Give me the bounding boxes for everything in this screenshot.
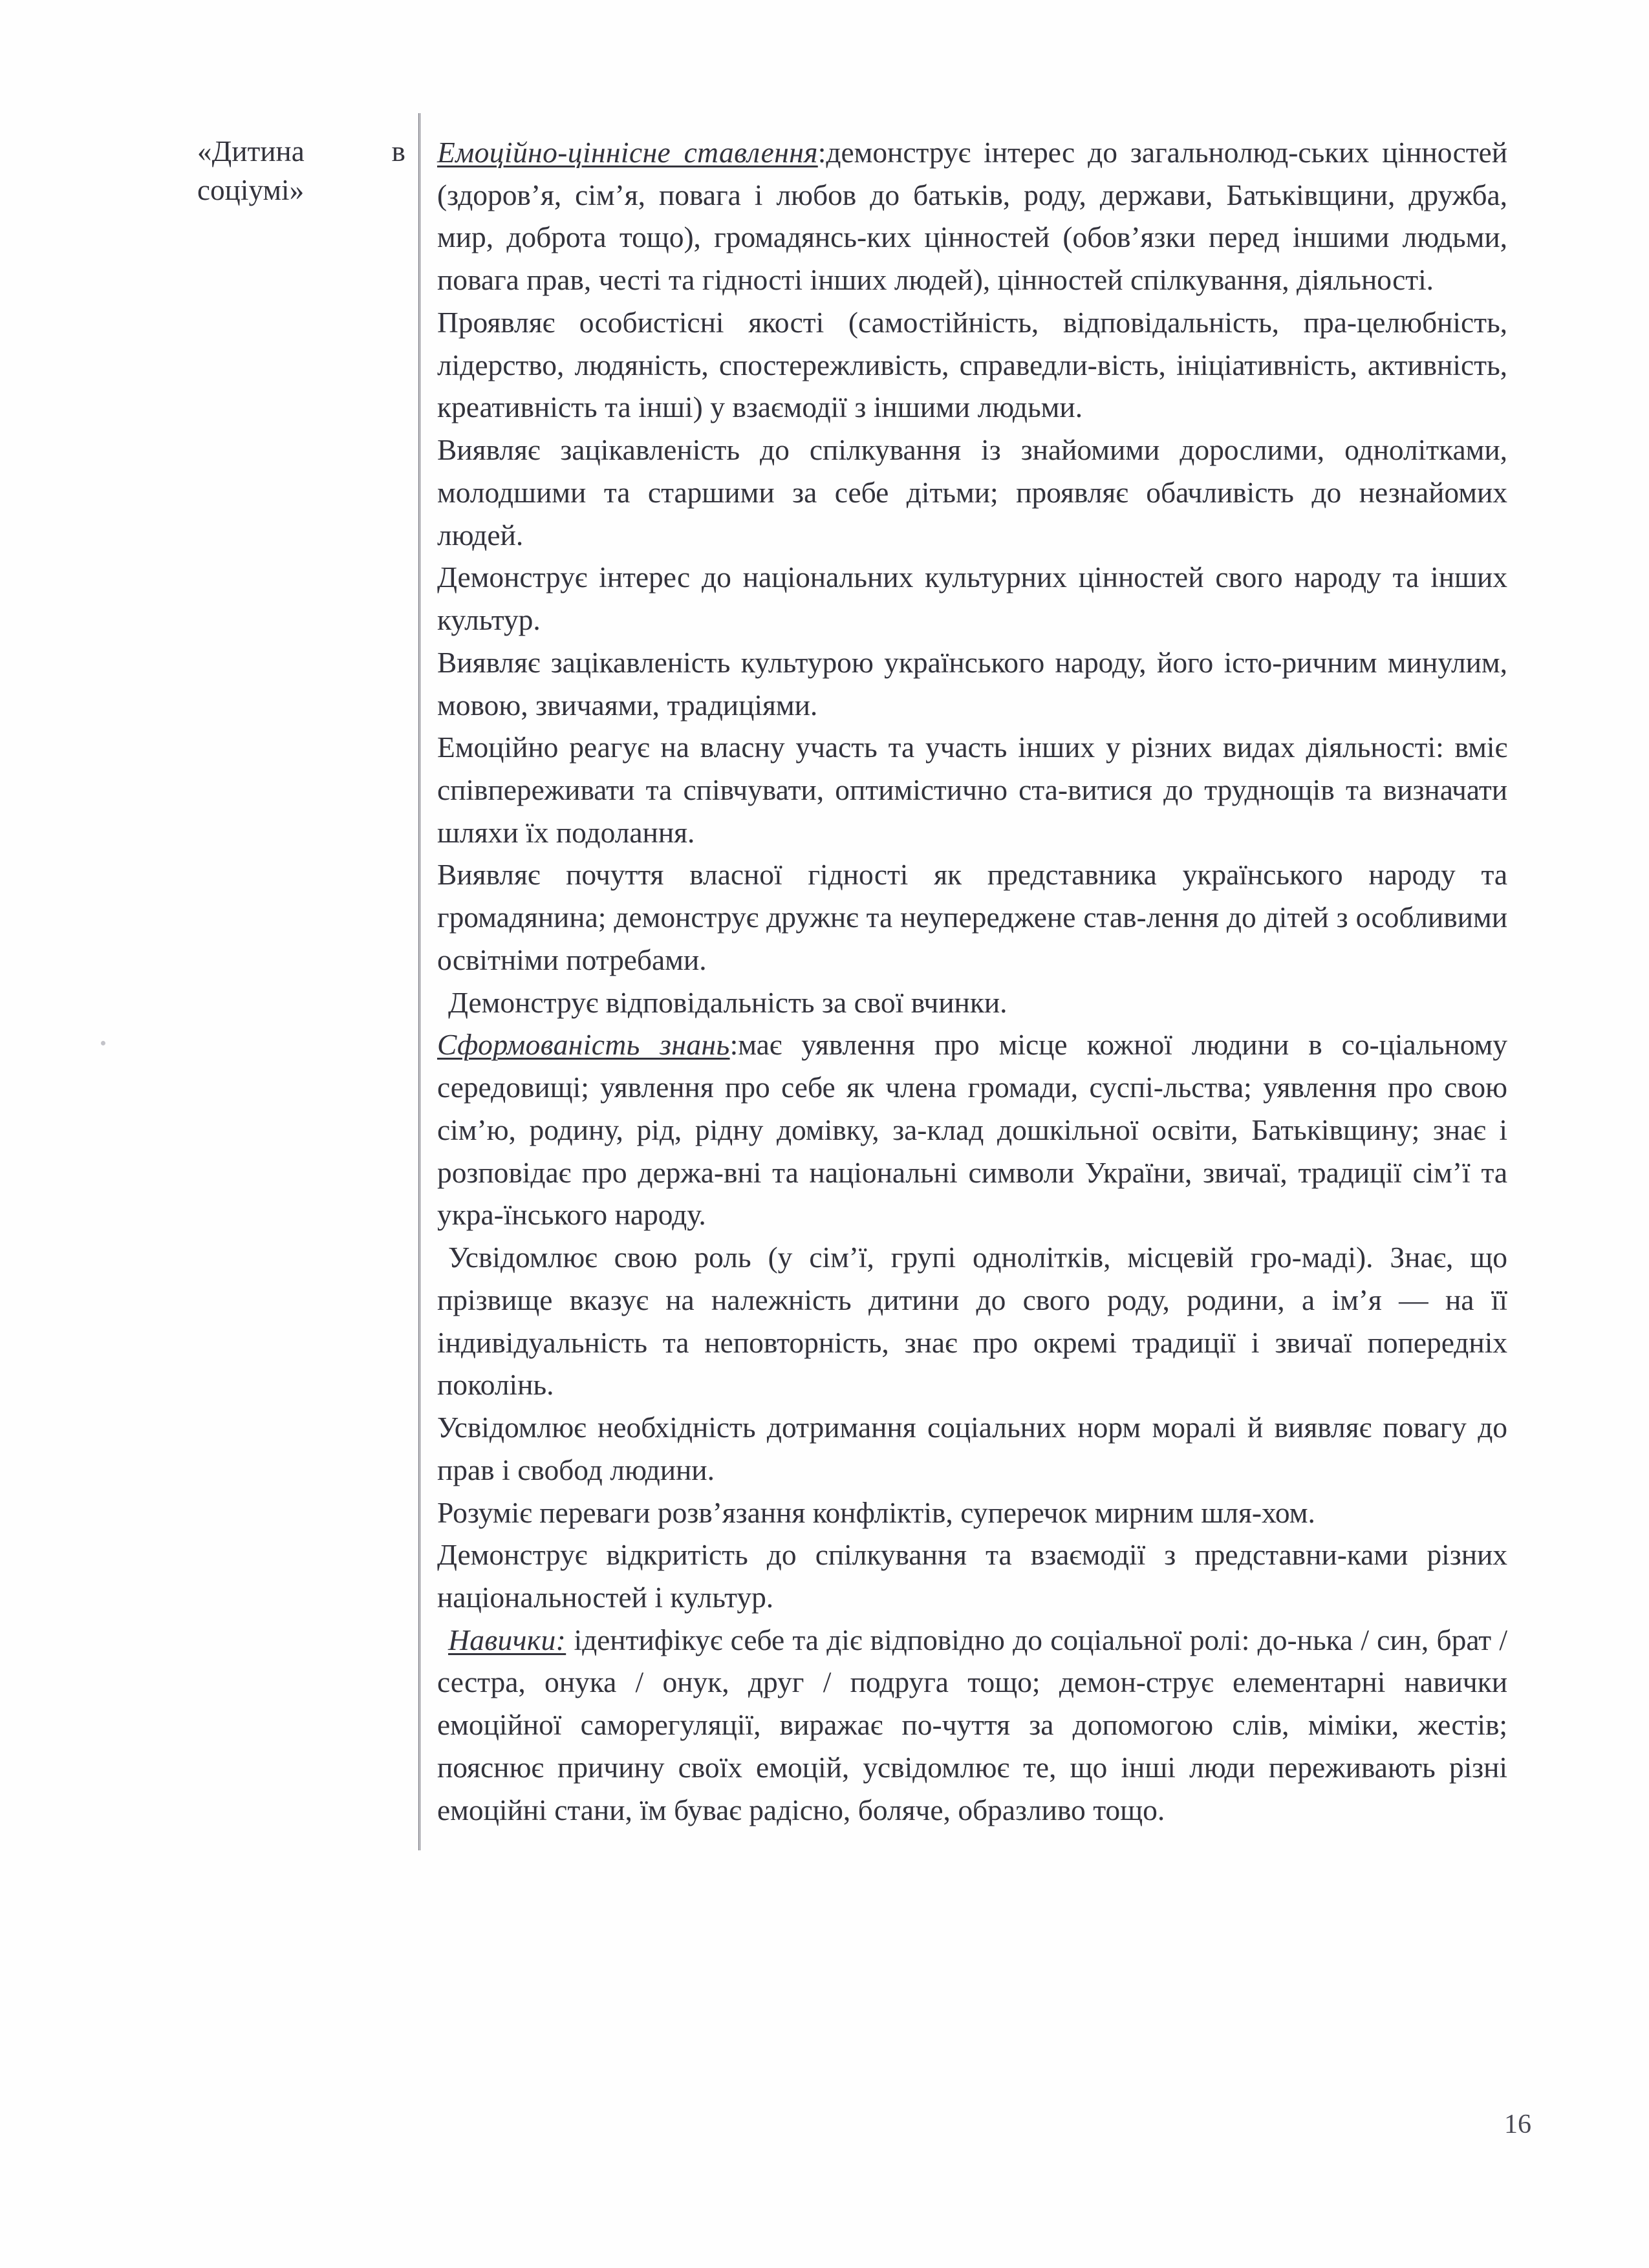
scan-artifact-speck bbox=[101, 1041, 105, 1045]
paragraph-text: має уявлення про місце кожної людини в со-ціальному середовищі; уявлення про себе як члена громади, суспі-льства; уявлення про свою сім’ю, родину, рід, рідну домівку, за-клад дошкільної освіти, Батьківщину; знає і розповідає про держа-вні та національні символи України, звичаї, традиції сім’ї та укра-їнського народу. bbox=[437, 1028, 1507, 1232]
paragraph-text: Усвідомлює необхідність дотримання соціальних норм моралі й виявляє повагу до прав і свобод людини. bbox=[437, 1411, 1507, 1486]
domain-label-text bbox=[197, 133, 405, 210]
table-row bbox=[183, 113, 1523, 1850]
lead-in-knowledge-formation: Сформованість знань bbox=[437, 1028, 730, 1062]
lead-separator-1: : bbox=[729, 1028, 738, 1062]
paragraph-lead-skills bbox=[437, 1619, 1507, 1832]
table-cell-competency-body bbox=[420, 113, 1523, 1850]
lead-in-skills: Навички: bbox=[448, 1623, 566, 1656]
paragraph-lead-knowledge bbox=[437, 1023, 1507, 1236]
paragraph-text: Виявляє зацікавленість до спілкування із знайомими дорослими, однолітками, молодшими та старшими за себе дітьми; проявляє обачливість до незнайомих людей. bbox=[437, 433, 1507, 551]
domain-label-line2: соціумі» bbox=[197, 173, 305, 206]
table-cell-domain-label bbox=[183, 113, 420, 1850]
domain-label-line1-tail: в bbox=[391, 135, 405, 167]
paragraph-text: Емоційно реагує на власну участь та участь інших у різних видах діяльності: вміє співпереживати та співчувати, оптимістично ста-витися до труднощів та визначати шляхи їх подолання. bbox=[437, 731, 1507, 849]
paragraph-text: демонструє інтерес до загальнолюд-ських цінностей (здоров’я, сім’я, повага і любов до батьків, роду, держави, Батьківщини, дружба, мир, доброта тощо), громадянсь-ких цінностей (обов’язки перед іншими людьми, повага прав, честі та гідності інших людей), цінностей спілкування, діяльності. bbox=[437, 136, 1507, 297]
paragraph-text: Виявляє почуття власної гідності як представника українського народу та громадянина; демонструє дружнє та неупереджене став-лення до дітей з особливими освітніми потребами. bbox=[437, 858, 1507, 976]
paragraph-text: Проявляє особистісні якості (самостійність, відповідальність, пра-целюбність, лідерство, людяність, спостережливість, справедли-вість, ініціативність, активність, креативність та інші) у взаємодії з іншими людьми. bbox=[437, 305, 1507, 424]
paragraph-text: Виявляє зацікавленість культурою українського народу, його істо-ричним минулим, мовою, звичаями, традиціями. bbox=[437, 645, 1507, 722]
lead-separator-0: : bbox=[817, 136, 826, 169]
paragraph-text: Розуміє переваги розв’язання конфліктів, суперечок мирним шля-хом. bbox=[437, 1495, 1315, 1529]
domain-label-line1: «Дитина bbox=[197, 135, 305, 167]
paragraph-text: ідентифікує себе та діє відповідно до соціальної ролі: до-нька / син, брат / сестра, онука / онук, друг / подруга тощо; демон-струє елементарні навички емоційної саморегуляції, виражає по-чуття за допомогою слів, міміки, жестів; пояснює причину своїх емоцій, усвідомлює те, що інші люди переживають різні емоційні стани, їм буває радісно, боляче, образливо тощо. bbox=[437, 1623, 1507, 1826]
paragraph-text: Демонструє інтерес до національних культурних цінностей свого народу та інших культур. bbox=[437, 561, 1507, 637]
paragraph-text: Демонструє відкритість до спілкування та взаємодії з представни-ками різних національностей і культур. bbox=[437, 1538, 1507, 1614]
page-number: 16 bbox=[1504, 2110, 1531, 2139]
paragraph-text: Демонструє відповідальність за свої вчинки. bbox=[448, 985, 1008, 1019]
lead-in-emotional-values: Емоційно-ціннісне ставлення bbox=[437, 136, 818, 169]
paragraph-text: Усвідомлює свою роль (у сім’ї, групі однолітків, місцевій гро-маді). Знає, що прізвище вказує на належність дитини до свого роду, родини, а ім’я — на її індивідуальність та неповторність, знає про окремі традиції і звичаї попередніх поколінь. bbox=[437, 1241, 1507, 1402]
paragraph-lead-emotional bbox=[437, 131, 1507, 301]
content-table bbox=[183, 113, 1523, 1850]
